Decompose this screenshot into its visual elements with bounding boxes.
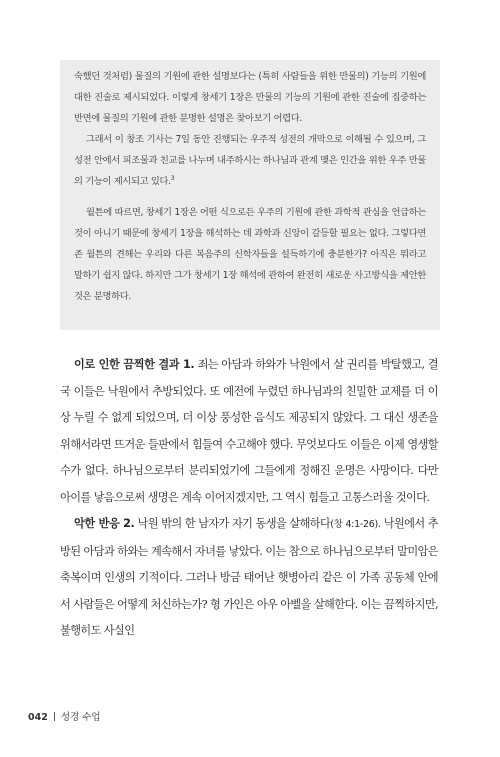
quoted-excerpt-box <box>60 60 440 330</box>
quote-paragraph-1: 숙했던 것처럼) 물질의 기원에 관한 설명보다는 (특히 사람들을 위한 만물의) 기능의 기원에 대한 진술로 제시되었다. 이렇게 창세기 1장은 만물의 기능의 기원에 관한 진술에 집중하는 반면에 물질의 기원에 관한 분명한 설명은 찾아보기 어렵다. <box>74 71 426 124</box>
section-lead-2: 악한 반응 2. <box>74 517 135 530</box>
page-number: 042 <box>28 712 48 723</box>
quote-paragraph-2 <box>74 129 426 192</box>
body-paragraph-1-text: 죄는 아담과 하와가 낙원에서 살 권리를 박탈했고, 결국 이들은 낙원에서 추방되었다. 또 예전에 누렸던 하나님과의 친밀한 교제를 더 이상 누릴 수 없게 되었으며, 더 이상 풍성한 음식도 제공되지 않았다. 그 대신 생존을 위해서라면 뜨거운 들판에서 힘들여 수고해야 했다. 무엇보다도 이들은 이제 영생할 수가 없다. 하나님으로부터 분리되었기에 그들에게 정해진 운명은 사망이다. 다만 아이를 낳음으로써 생명은 계속 이어지겠지만, 그 역시 힘들고 고통스러울 것이다. <box>60 358 438 504</box>
body-paragraph-1 <box>60 352 438 511</box>
body-paragraph-2-text-b: 낙원에서 추방된 아담과 하와는 계속해서 자녀를 낳았다. 이는 참으로 하나님으로부터 말미암은 축복이며 인생의 기적이다. 그러나 방금 태어난 햇병아리 같은 이 가족 공동체 안에서 사람들은 어떻게 처신하는가? 형 가인은 아우 아벨을 살해한다. 이는 끔찍하지만, 불행히도 사실인 <box>60 517 438 637</box>
footer-divider <box>54 712 55 721</box>
body-paragraph-2 <box>60 511 438 645</box>
quote-paragraph-3: 월튼에 따르면, 창세기 1장은 어떤 식으로든 우주의 기원에 관한 과학적 관심을 언급하는 것이 아니기 때문에 창세기 1장을 해석하는 데 과학과 신앙이 갈등할 필요는 없다. 그렇다면 존 월튼의 견해는 우리와 다른 복음주의 신학자들을 설득하기에 충분한가? 아직은 뭐라고 말하기 쉽지 않다. 하지만 그가 창세기 1장 해석에 관하여 완전히 새로운 사고방식을 제안한 것은 분명하다. <box>74 207 426 302</box>
scripture-citation: (창 4:1-26). <box>330 519 381 530</box>
main-body-text <box>60 352 438 645</box>
quote-paragraph-2-text: 그래서 이 창조 기사는 7일 동안 진행되는 우주적 성전의 개막으로 이해될 수 있으며, 그 성전 안에서 피조물과 친교를 나누며 내주하시는 하나님과 관계 맺은 인간을 위한 우주 만물의 기능이 제시되고 있다. <box>74 134 426 187</box>
footnote-marker: 3 <box>170 174 175 182</box>
section-lead-1: 이로 인한 끔찍한 결과 1. <box>74 358 195 371</box>
page-footer <box>28 709 101 723</box>
book-title: 성경 수업 <box>60 712 101 723</box>
body-paragraph-2-text-a: 낙원 밖의 한 남자가 자기 동생을 살해하다 <box>134 517 331 530</box>
